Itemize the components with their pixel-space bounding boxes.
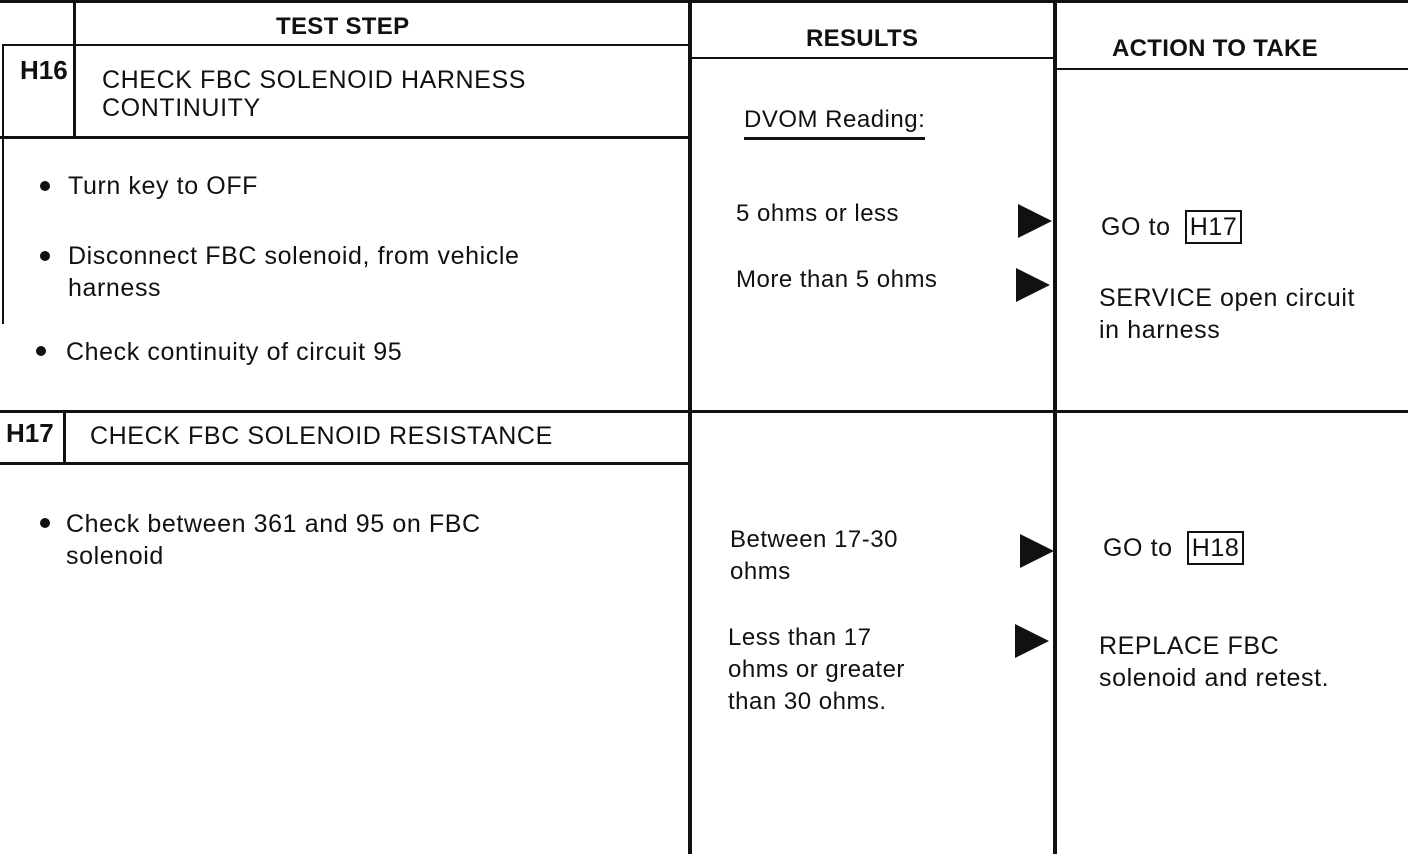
id-divider-h16 bbox=[73, 0, 76, 138]
bullet-line: Check between 361 and 95 on FBC bbox=[66, 510, 481, 538]
header-bottom-test bbox=[4, 44, 690, 46]
top-border bbox=[0, 0, 1408, 3]
result-line: ohms or greater bbox=[728, 656, 905, 683]
step-title-h16 bbox=[102, 66, 526, 122]
result-line: than 30 ohms. bbox=[728, 688, 887, 715]
action-line: in harness bbox=[1099, 316, 1221, 344]
bullet-line: Check continuity of circuit 95 bbox=[66, 338, 403, 366]
left-border bbox=[2, 44, 4, 324]
bullet-line: Disconnect FBC solenoid, from vehicle bbox=[68, 242, 520, 270]
result-text bbox=[736, 198, 899, 230]
bullet-line: Turn key to OFF bbox=[68, 172, 259, 200]
step-id-h17: H17 bbox=[6, 418, 54, 448]
action-line: solenoid and retest. bbox=[1099, 664, 1330, 692]
result-line: Less than 17 bbox=[728, 624, 872, 651]
bullet-dot bbox=[40, 181, 50, 191]
bullet-text bbox=[68, 240, 520, 304]
step-id-h16: H16 bbox=[20, 55, 68, 85]
result-text bbox=[730, 524, 898, 588]
col-divider-1 bbox=[688, 0, 692, 854]
result-text bbox=[728, 622, 905, 718]
action-text bbox=[1099, 630, 1329, 694]
result-line: 5 ohms or less bbox=[736, 200, 900, 227]
header-test-step: TEST STEP bbox=[276, 13, 410, 40]
bullet-text bbox=[66, 508, 481, 572]
header-bottom-action bbox=[1057, 68, 1408, 70]
bullet-line: solenoid bbox=[66, 542, 164, 570]
bullet-text bbox=[68, 170, 258, 202]
header-action: ACTION TO TAKE bbox=[1112, 35, 1318, 62]
result-line: More than 5 ohms bbox=[736, 266, 938, 293]
arrow-right-icon bbox=[1018, 204, 1052, 238]
action-line: REPLACE FBC bbox=[1099, 632, 1280, 660]
step-title-line: CHECK FBC SOLENOID RESISTANCE bbox=[90, 422, 553, 450]
action-line: SERVICE open circuit bbox=[1099, 284, 1356, 312]
arrow-right-icon bbox=[1015, 624, 1049, 658]
result-line: Between 17-30 bbox=[730, 526, 898, 553]
bullet-text bbox=[66, 336, 402, 368]
h17-title-bottom bbox=[0, 462, 690, 465]
action-text bbox=[1099, 282, 1355, 346]
action-line: GO to bbox=[1101, 213, 1171, 241]
header-results: RESULTS bbox=[806, 25, 919, 52]
header-bottom-results bbox=[692, 57, 1054, 59]
bullet-dot bbox=[40, 518, 50, 528]
bullet-dot bbox=[40, 251, 50, 261]
col-divider-2 bbox=[1053, 0, 1057, 854]
result-line: ohms bbox=[730, 558, 791, 585]
arrow-right-icon bbox=[1020, 534, 1054, 568]
id-divider-h17 bbox=[63, 413, 66, 463]
results-heading bbox=[744, 104, 925, 136]
bullet-dot bbox=[36, 346, 46, 356]
bullet-line: harness bbox=[68, 274, 162, 302]
action-text bbox=[1101, 210, 1242, 244]
result-text bbox=[736, 264, 937, 296]
step-ref-h18[interactable]: H18 bbox=[1187, 531, 1245, 565]
step-title-line: CHECK FBC SOLENOID HARNESS bbox=[102, 66, 527, 94]
dvom-reading-label: DVOM Reading: bbox=[744, 106, 925, 140]
action-line: GO to bbox=[1103, 534, 1173, 562]
step-ref-h17[interactable]: H17 bbox=[1185, 210, 1243, 244]
step-title-h17 bbox=[90, 422, 553, 450]
step-title-line: CONTINUITY bbox=[102, 94, 261, 122]
action-text bbox=[1103, 531, 1244, 565]
arrow-right-icon bbox=[1016, 268, 1050, 302]
step-separator bbox=[0, 410, 1408, 413]
h16-title-bottom bbox=[0, 136, 690, 139]
